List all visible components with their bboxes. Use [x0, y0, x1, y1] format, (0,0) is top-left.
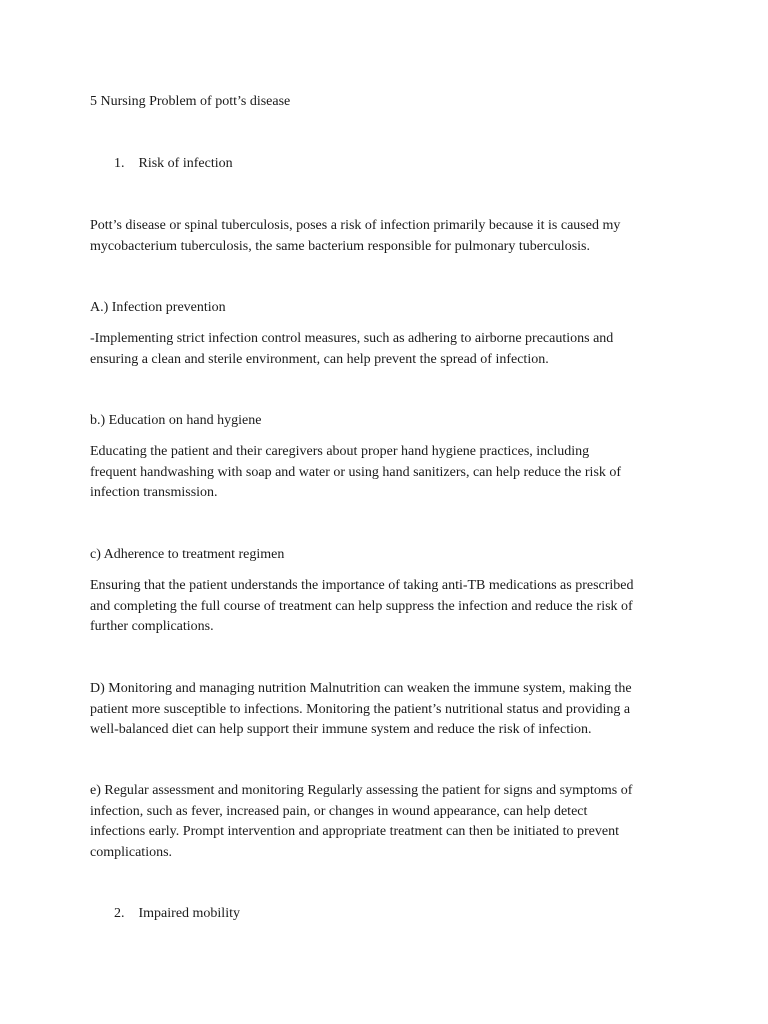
section-infection-prevention-body: [90, 329, 690, 370]
body-line: infection, such as fever, increased pain, or changes in wound appearance, can help detect: [90, 803, 588, 819]
section-treatment-adherence-heading: c) Adherence to treatment regimen: [90, 547, 285, 562]
problem-2-number: 2.: [114, 906, 125, 921]
body-line: -Implementing strict infection control measures, such as adhering to airborne precautions and: [90, 331, 614, 346]
problem-1-heading: [114, 154, 233, 175]
section-nutrition-paragraph: [90, 679, 690, 741]
problem-1-number: 1.: [114, 156, 125, 171]
intro-paragraph: [90, 216, 690, 257]
problem-1-label: Risk of infection: [138, 156, 233, 171]
body-line: complications.: [90, 844, 173, 860]
intro-line: Pott’s disease or spinal tuberculosis, poses a risk of infection primarily because it is caused my: [90, 218, 621, 233]
body-line: infection transmission.: [90, 485, 218, 500]
section-hand-hygiene-body: [90, 442, 690, 504]
body-line: further complications.: [90, 619, 214, 634]
section-hand-hygiene-heading: b.) Education on hand hygiene: [90, 413, 262, 428]
body-line: well-balanced diet can help support their immune system and reduce the risk of infection.: [90, 722, 592, 737]
body-line: ensuring a clean and sterile environment, can help prevent the spread of infection.: [90, 351, 549, 367]
body-line: patient more susceptible to infections. Monitoring the patient’s nutritional status and providing a: [90, 701, 631, 717]
body-line: and completing the full course of treatment can help suppress the infection and reduce the risk of: [90, 598, 633, 614]
section-assessment-paragraph: [90, 781, 690, 863]
section-treatment-adherence-body: [90, 576, 690, 638]
body-line: Educating the patient and their caregivers about proper hand hygiene practices, including: [90, 444, 590, 459]
problem-2-label: Impaired mobility: [138, 906, 240, 921]
body-line: Ensuring that the patient understands the importance of taking anti-TB medications as prescribed: [90, 578, 634, 593]
section-infection-prevention-heading: A.) Infection prevention: [90, 300, 226, 315]
body-line: D) Monitoring and managing nutrition Malnutrition can weaken the immune system, making the: [90, 681, 632, 696]
intro-line: mycobacterium tuberculosis, the same bacterium responsible for pulmonary tuberculosis.: [90, 238, 590, 254]
body-line: frequent handwashing with soap and water or using hand sanitizers, can help reduce the risk of: [90, 464, 622, 480]
document-title: 5 Nursing Problem of pott’s disease: [90, 94, 291, 109]
body-line: e) Regular assessment and monitoring Regularly assessing the patient for signs and symptoms of: [90, 783, 633, 798]
problem-2-heading: [114, 904, 240, 925]
body-line: infections early. Prompt intervention and appropriate treatment can then be initiated to prevent: [90, 824, 619, 839]
